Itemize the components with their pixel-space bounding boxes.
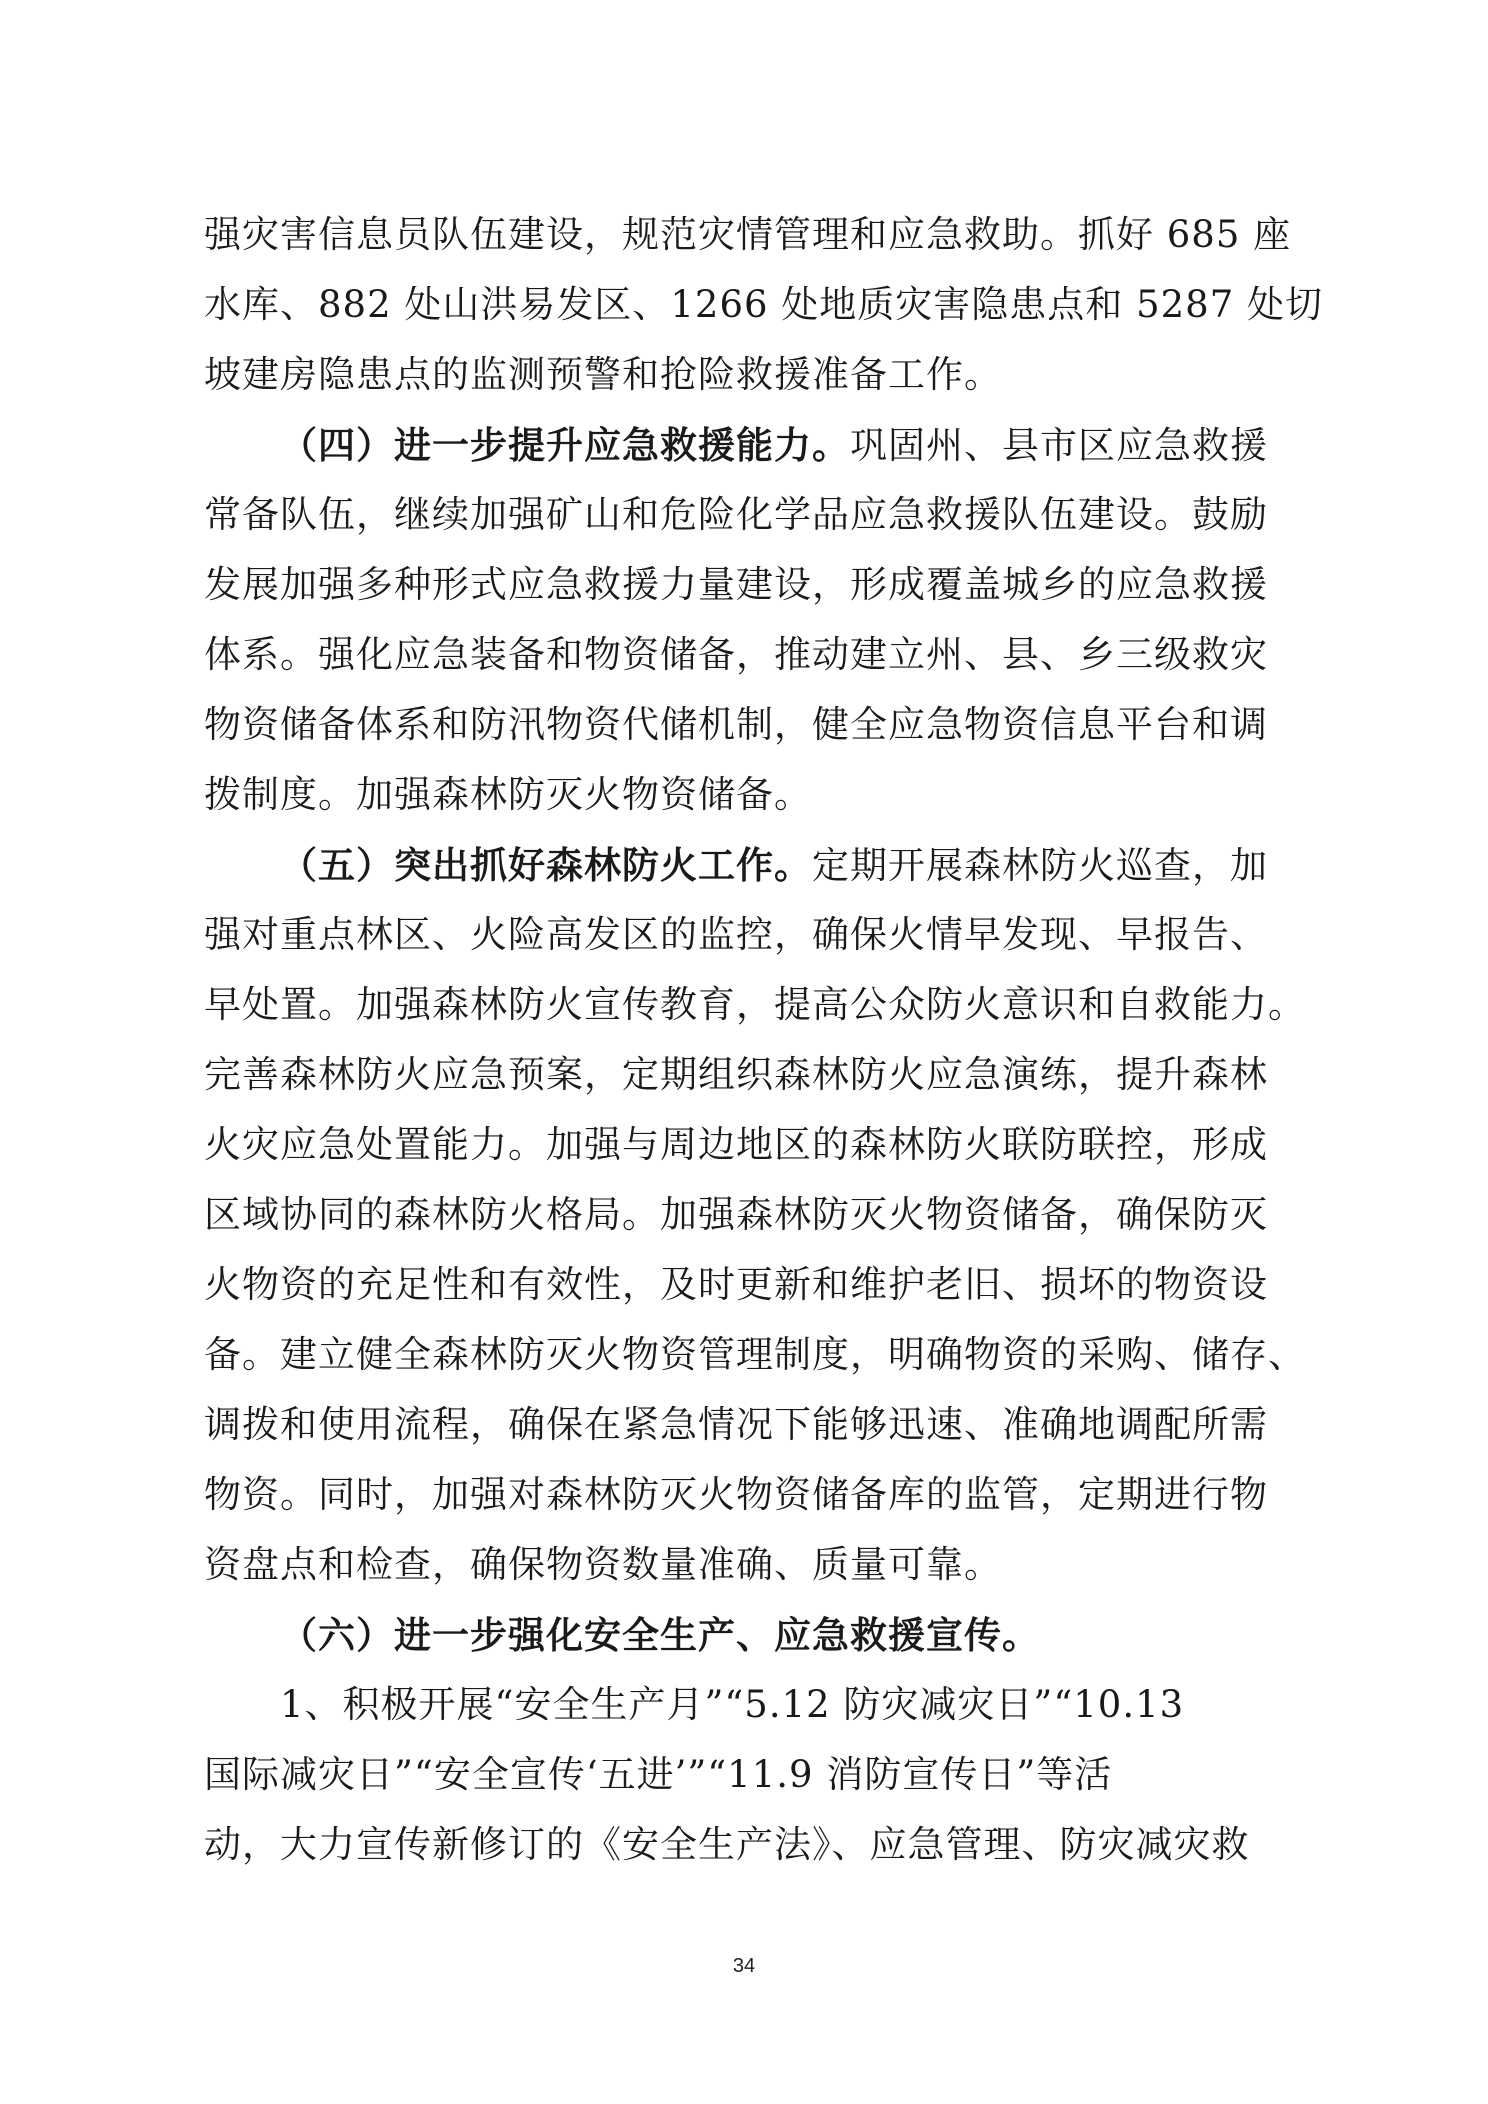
section-heading-line — [280, 830, 1300, 900]
text-line: 常备队伍，继续加强矿山和危险化学品应急救援队伍建设。鼓励 — [204, 493, 1268, 536]
text-line: 水库、882 处山洪易发区、1266 处地质灾害隐患点和 5287 处切 — [204, 283, 1323, 326]
text-run: 巩固州、县市区应急救援 — [850, 424, 1268, 467]
text-line: 备。建立健全森林防灭火物资管理制度，明确物资的采购、储存、 — [204, 1333, 1306, 1376]
text-line: 强灾害信息员队伍建设，规范灾情管理和应急救助。抓好 685 座 — [204, 213, 1292, 256]
text-line: 区域协同的森林防火格局。加强森林防灭火物资储备，确保防灭 — [204, 1193, 1268, 1236]
section-heading-line — [280, 410, 1300, 480]
text-line: 调拨和使用流程，确保在紧急情况下能够迅速、准确地调配所需 — [204, 1403, 1268, 1446]
text-line: 物资储备体系和防汛物资代储机制，健全应急物资信息平台和调 — [204, 703, 1268, 746]
text-line: 完善森林防火应急预案，定期组织森林防火应急演练，提升森林 — [204, 1053, 1268, 1096]
text-line: 国际减灾日”“安全宣传‘五进’”“11.9 消防宣传日”等活 — [204, 1753, 1113, 1796]
section-heading: （四）进一步提升应急救援能力。 — [280, 423, 850, 467]
text-line: 坡建房隐患点的监测预警和抢险救援准备工作。 — [204, 353, 1002, 396]
section-heading: （五）突出抓好森林防火工作。 — [280, 843, 812, 887]
text-line: 1、积极开展“安全生产月”“5.12 防灾减灾日”“10.13 — [280, 1683, 1185, 1726]
text-line: 资盘点和检查，确保物资数量准确、质量可靠。 — [204, 1543, 1002, 1586]
page-number: 34 — [732, 1955, 756, 1977]
text-line: 火灾应急处置能力。加强与周边地区的森林防火联防联控，形成 — [204, 1123, 1268, 1166]
section-heading: （六）进一步强化安全生产、应急救援宣传。 — [280, 1613, 1040, 1657]
text-line: 强对重点林区、火险高发区的监控，确保火情早发现、早报告、 — [204, 913, 1268, 956]
text-run: 定期开展森林防火巡查，加 — [812, 844, 1268, 887]
text-line: 早处置。加强森林防火宣传教育，提高公众防火意识和自救能力。 — [204, 983, 1306, 1026]
text-line: 发展加强多种形式应急救援力量建设，形成覆盖城乡的应急救援 — [204, 563, 1268, 606]
text-line: 物资。同时，加强对森林防灭火物资储备库的监管，定期进行物 — [204, 1473, 1268, 1516]
text-line: 拨制度。加强森林防灭火物资储备。 — [204, 773, 812, 816]
text-line: 火物资的充足性和有效性，及时更新和维护老旧、损坏的物资设 — [204, 1263, 1268, 1306]
text-line: 体系。强化应急装备和物资储备，推动建立州、县、乡三级救灾 — [204, 633, 1268, 676]
text-line: 动，大力宣传新修订的《安全生产法》、应急管理、防灾减灾救 — [204, 1823, 1250, 1866]
